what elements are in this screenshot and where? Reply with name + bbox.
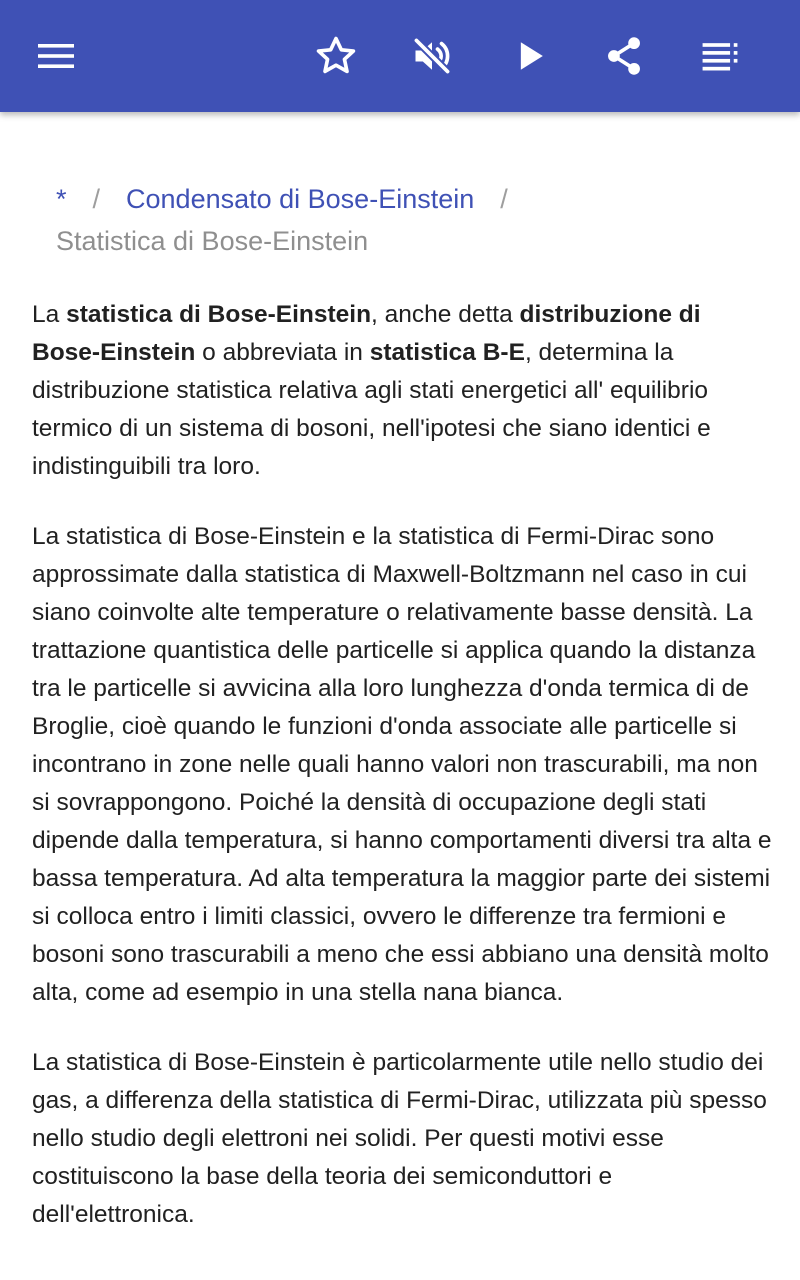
article-content [0, 112, 800, 1280]
play-icon [508, 34, 552, 78]
article-paragraph: La statistica di Bose-Einstein e la statistica di Fermi-Dirac sono approssimate dalla statistica di Maxwell-Boltzmann nel caso in cui siano coinvolte alte temperature o relativamente basse densità. La trattazione quantistica delle particelle si applica quando la distanza tra le particelle si avvicina alla loro lunghezza d'onda termica di de Broglie, cioè quando le funzioni d'onda associate alle particelle si incontrano in zone nelle quali hanno valori non trascurabili, ma non si sovrappongono. Poiché la densità di occupazione degli stati dipende dalla temperatura, si hanno comportamenti diversi tra alta e bassa temperatura. Ad alta temperatura la maggior parte dei sistemi si colloca entro i limiti classici, ovvero le differenze tra fermioni e bosoni sono trascurabili a meno che essi abbiano una densità molto alta, come ad esempio in una stella nana bianca. [32, 523, 772, 1006]
bold-term: distribuzione di Bose-Einstein [32, 301, 701, 366]
app-toolbar [0, 0, 800, 112]
menu-icon [36, 36, 76, 76]
menu-button[interactable] [28, 28, 84, 84]
bold-term: statistica di Bose-Einstein [66, 301, 372, 328]
contents-button[interactable] [692, 28, 748, 84]
breadcrumb-separator: / [500, 184, 508, 214]
play-button[interactable] [502, 28, 558, 84]
article-paragraph: La statistica di Bose-Einstein è particolarmente utile nello studio dei gas, a differenza della statistica di Fermi-Dirac, utilizzata più spesso nello studio degli elettroni nei solidi. Per questi motivi esse costituiscono la base della teoria dei semiconduttori e dell'elettronica. [32, 1049, 767, 1228]
volume-off-icon [410, 34, 454, 78]
article-body [32, 296, 772, 1266]
article-paragraph: La statistica di Bose-Einstein, anche detta distribuzione di Bose-Einstein o abbreviata in statistica B-E, determina la distribuzione statistica relativa agli stati energetici all' equilibrio termico di un sistema di bosoni, nell'ipotesi che siano identici e indistinguibili tra loro. [32, 301, 711, 480]
mute-button[interactable] [404, 28, 460, 84]
breadcrumb [56, 178, 756, 262]
star-outline-icon [314, 34, 358, 78]
share-icon [602, 34, 646, 78]
favorite-button[interactable] [308, 28, 364, 84]
breadcrumb-parent-link[interactable]: Condensato di Bose-Einstein [126, 184, 475, 214]
breadcrumb-current-page: Statistica di Bose-Einstein [56, 226, 369, 256]
bold-term: statistica B-E [369, 339, 525, 366]
playlist-icon [698, 34, 742, 78]
share-button[interactable] [596, 28, 652, 84]
breadcrumb-home-link[interactable]: * [56, 184, 67, 214]
breadcrumb-separator: / [92, 184, 101, 214]
